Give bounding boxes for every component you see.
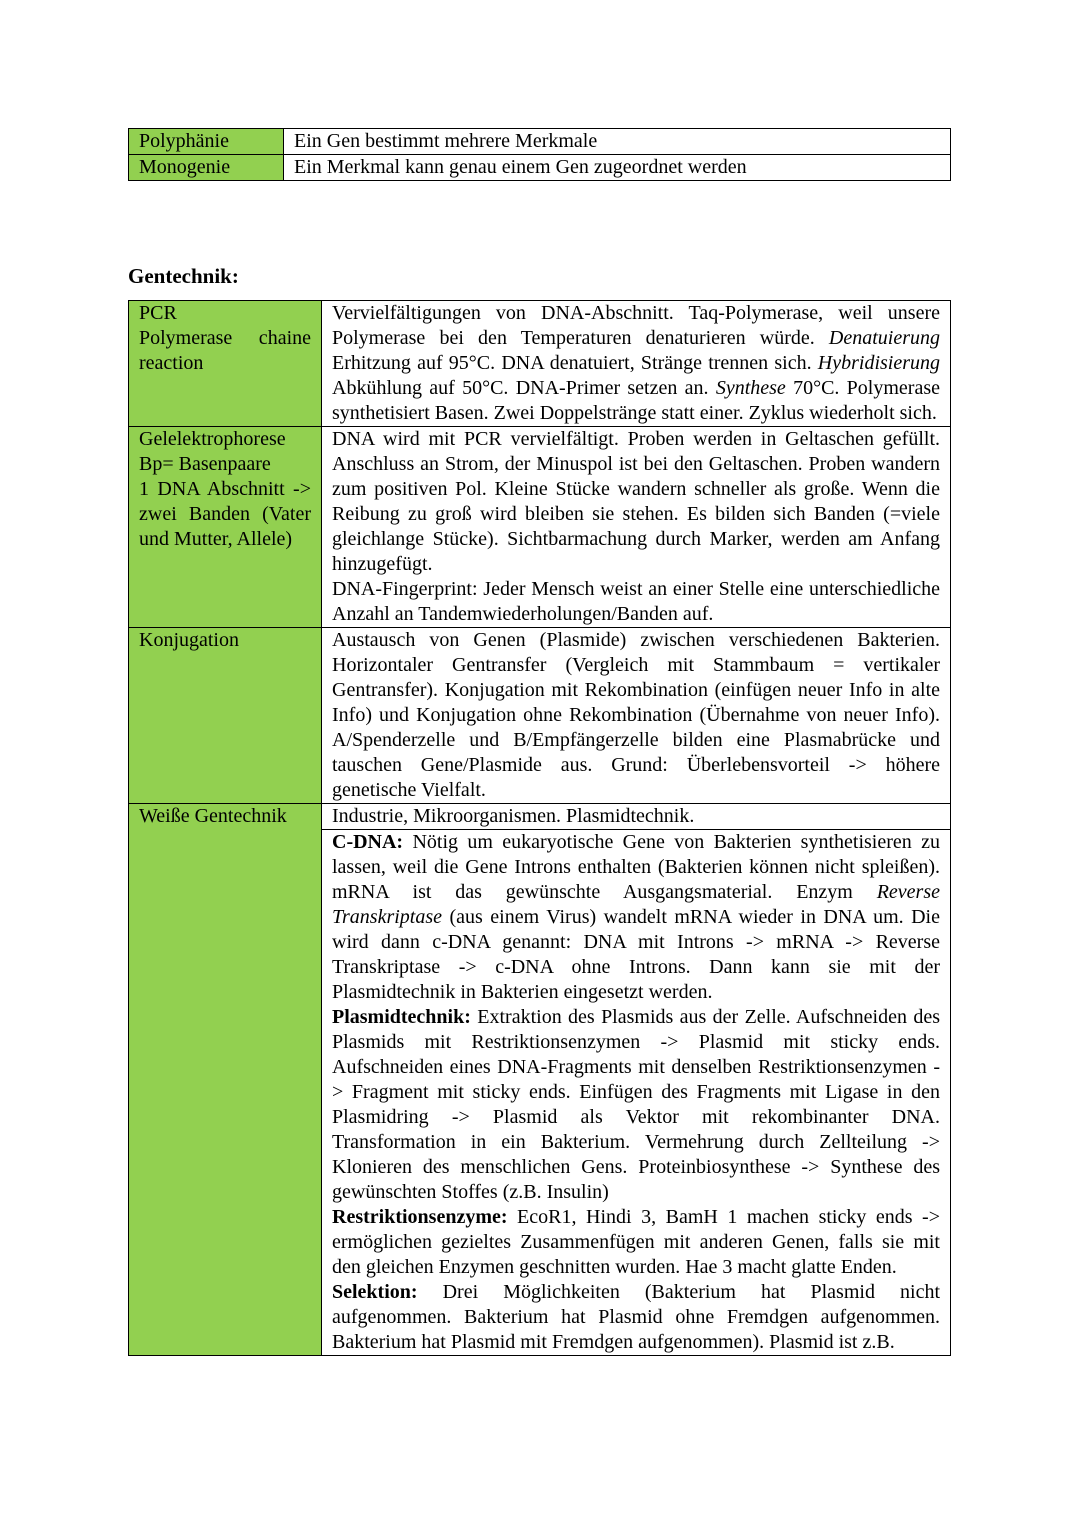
term-cell: Polyphänie [129, 129, 284, 155]
desc-cell-weisse-detail [322, 830, 951, 1356]
table-row-gel [129, 427, 951, 628]
term-line: Polymerase chaine reaction [139, 327, 311, 374]
desc-cell-konjugation: Austausch von Genen (Plasmide) zwischen verschiedenen Bakterien. Horizontaler Gentransfer (Vergleich mit Stammbaum = vertikaler Gentransfer). Konjugation mit Rekombination (einfügen neuer Info in alte Info) und Konjugation ohne Rekombination (Übernahme von neuer Info). A/Spenderzelle und B/Empfängerzelle bilden eine Plasmabrücke und tauschen Gene/Plasmide aus. Grund: Überlebensvorteil -> höhere genetische Vielfalt. [322, 628, 951, 804]
desc-term: Reverse Transkriptase [332, 881, 940, 928]
term-line: Bp= Basenpaare [139, 453, 271, 475]
cdna-label: C-DNA: [332, 831, 404, 853]
plasmid-label: Plasmidtechnik: [332, 1006, 471, 1028]
table-row [129, 129, 951, 155]
selection-label: Selektion: [332, 1281, 418, 1303]
term-line: 1 DNA Abschnitt -> zwei Banden (Vater und Mutter, Allele) [139, 478, 311, 550]
desc-text: Erhitzung auf 95°C. DNA denatuiert, Stränge trennen sich. [332, 352, 818, 374]
term-cell-gel [129, 427, 322, 628]
table-row-konjugation [129, 628, 951, 804]
plasmid-paragraph [332, 1005, 940, 1205]
term-cell-konjugation: Konjugation [129, 628, 322, 804]
desc-text: Extraktion des Plasmids aus der Zelle. Aufschneiden des Plasmids mit Restriktionsenzymen -> Plasmid mit sticky ends. Aufschneiden eines DNA-Fragments mit denselben Restriktionsenzymen -> Fragment mit sticky ends. Einfügen des Fragments mit Ligase in den Plasmidring -> Plasmid als Vektor mit rekombinanter DNA. Transformation in ein Bakterium. Vermehrung durch Zellteilung -> Klonieren des menschlichen Gens. Proteinbiosynthese -> Synthese des gewünschten Stoffes (z.B. Insulin) [332, 1006, 940, 1203]
desc-text: DNA-Fingerprint: Jeder Mensch weist an einer Stelle eine unterschiedliche Anzahl an Tandemwiederholungen/Banden auf. [332, 578, 940, 625]
term-cell-pcr [129, 301, 322, 427]
term-cell-weisse: Weiße Gentechnik [129, 804, 322, 1356]
table-row [129, 155, 951, 181]
desc-text: Vervielfältigungen von DNA-Abschnitt. Taq-Polymerase, weil unsere Polymerase bei den Temperaturen denaturieren würde. [332, 302, 940, 349]
desc-text: Drei Möglichkeiten (Bakterium hat Plasmid nicht aufgenommen. Bakterium hat Plasmid ohne Fremdgen aufgenommen. Bakterium hat Plasmid mit Fremdgen aufgenommen). Plasmid ist z.B. [332, 1281, 940, 1353]
selection-paragraph [332, 1280, 940, 1355]
desc-text: Nötig um eukaryotische Gene von Bakterien synthetisieren zu lassen, weil die Gene Introns enthalten (Bakterien können nicht spleißen). mRNA ist das gewünschte Ausgangsmaterial. Enzym [332, 831, 940, 903]
term-line: Gelelektrophorese [139, 428, 286, 450]
desc-text: (aus einem Virus) wandelt mRNA wieder in DNA um. Die wird dann c-DNA genannt: DNA mit Introns -> mRNA -> Reverse Transkriptase -> c-DNA ohne Introns. Dann kann sie mit der Plasmidtechnik in Bakterien eingesetzt werden. [332, 906, 940, 1003]
restriction-paragraph [332, 1205, 940, 1280]
restriction-label: Restriktionsenzyme: [332, 1206, 508, 1228]
desc-term: Denatuierung [828, 327, 940, 349]
desc-term: Synthese [715, 377, 786, 399]
definition-cell: Ein Gen bestimmt mehrere Merkmale [284, 129, 951, 155]
section-heading: Gentechnik: [128, 264, 239, 288]
desc-text: 70°C. Polymerase synthetisiert Basen. Zwei Doppelstränge statt einer. Zyklus wiederholt sich. [332, 377, 940, 424]
desc-term: Hybridisierung [817, 352, 940, 374]
desc-text: EcoR1, Hindi 3, BamH 1 machen sticky ends -> ermöglichen gezieltes Zusammenfügen mit anderen Genen, falls sie mit den gleichen Enzymen geschnitten wurden. Hae 3 macht glatte Enden. [332, 1206, 940, 1278]
desc-cell-pcr [322, 301, 951, 427]
desc-cell-gel [322, 427, 951, 628]
table-row-pcr [129, 301, 951, 427]
cdna-paragraph [332, 830, 940, 1005]
desc-cell-weisse-intro: Industrie, Mikroorganismen. Plasmidtechnik. [322, 804, 951, 830]
desc-text: DNA wird mit PCR vervielfältigt. Proben werden in Geltaschen gefüllt. Anschluss an Strom, der Minuspol ist bei den Geltaschen. Proben wandern zum positiven Pol. Kleine Stücke wandern schneller als große. Wenn die Reibung zu groß wird bleiben sie stehen. Es bilden sich Banden (=viele gleichlange Stücke). Sichtbarmachung durch Marker, werden am Anfang hinzugefügt. [332, 428, 940, 575]
table-row-weisse-intro [129, 804, 951, 830]
term-cell: Monogenie [129, 155, 284, 181]
definition-cell: Ein Merkmal kann genau einem Gen zugeordnet werden [284, 155, 951, 181]
desc-text: Abkühlung auf 50°C. DNA-Primer setzen an. [332, 377, 716, 399]
term-line: PCR [139, 302, 177, 324]
gentechnik-table [128, 300, 951, 1356]
genetics-terms-table [128, 128, 951, 181]
